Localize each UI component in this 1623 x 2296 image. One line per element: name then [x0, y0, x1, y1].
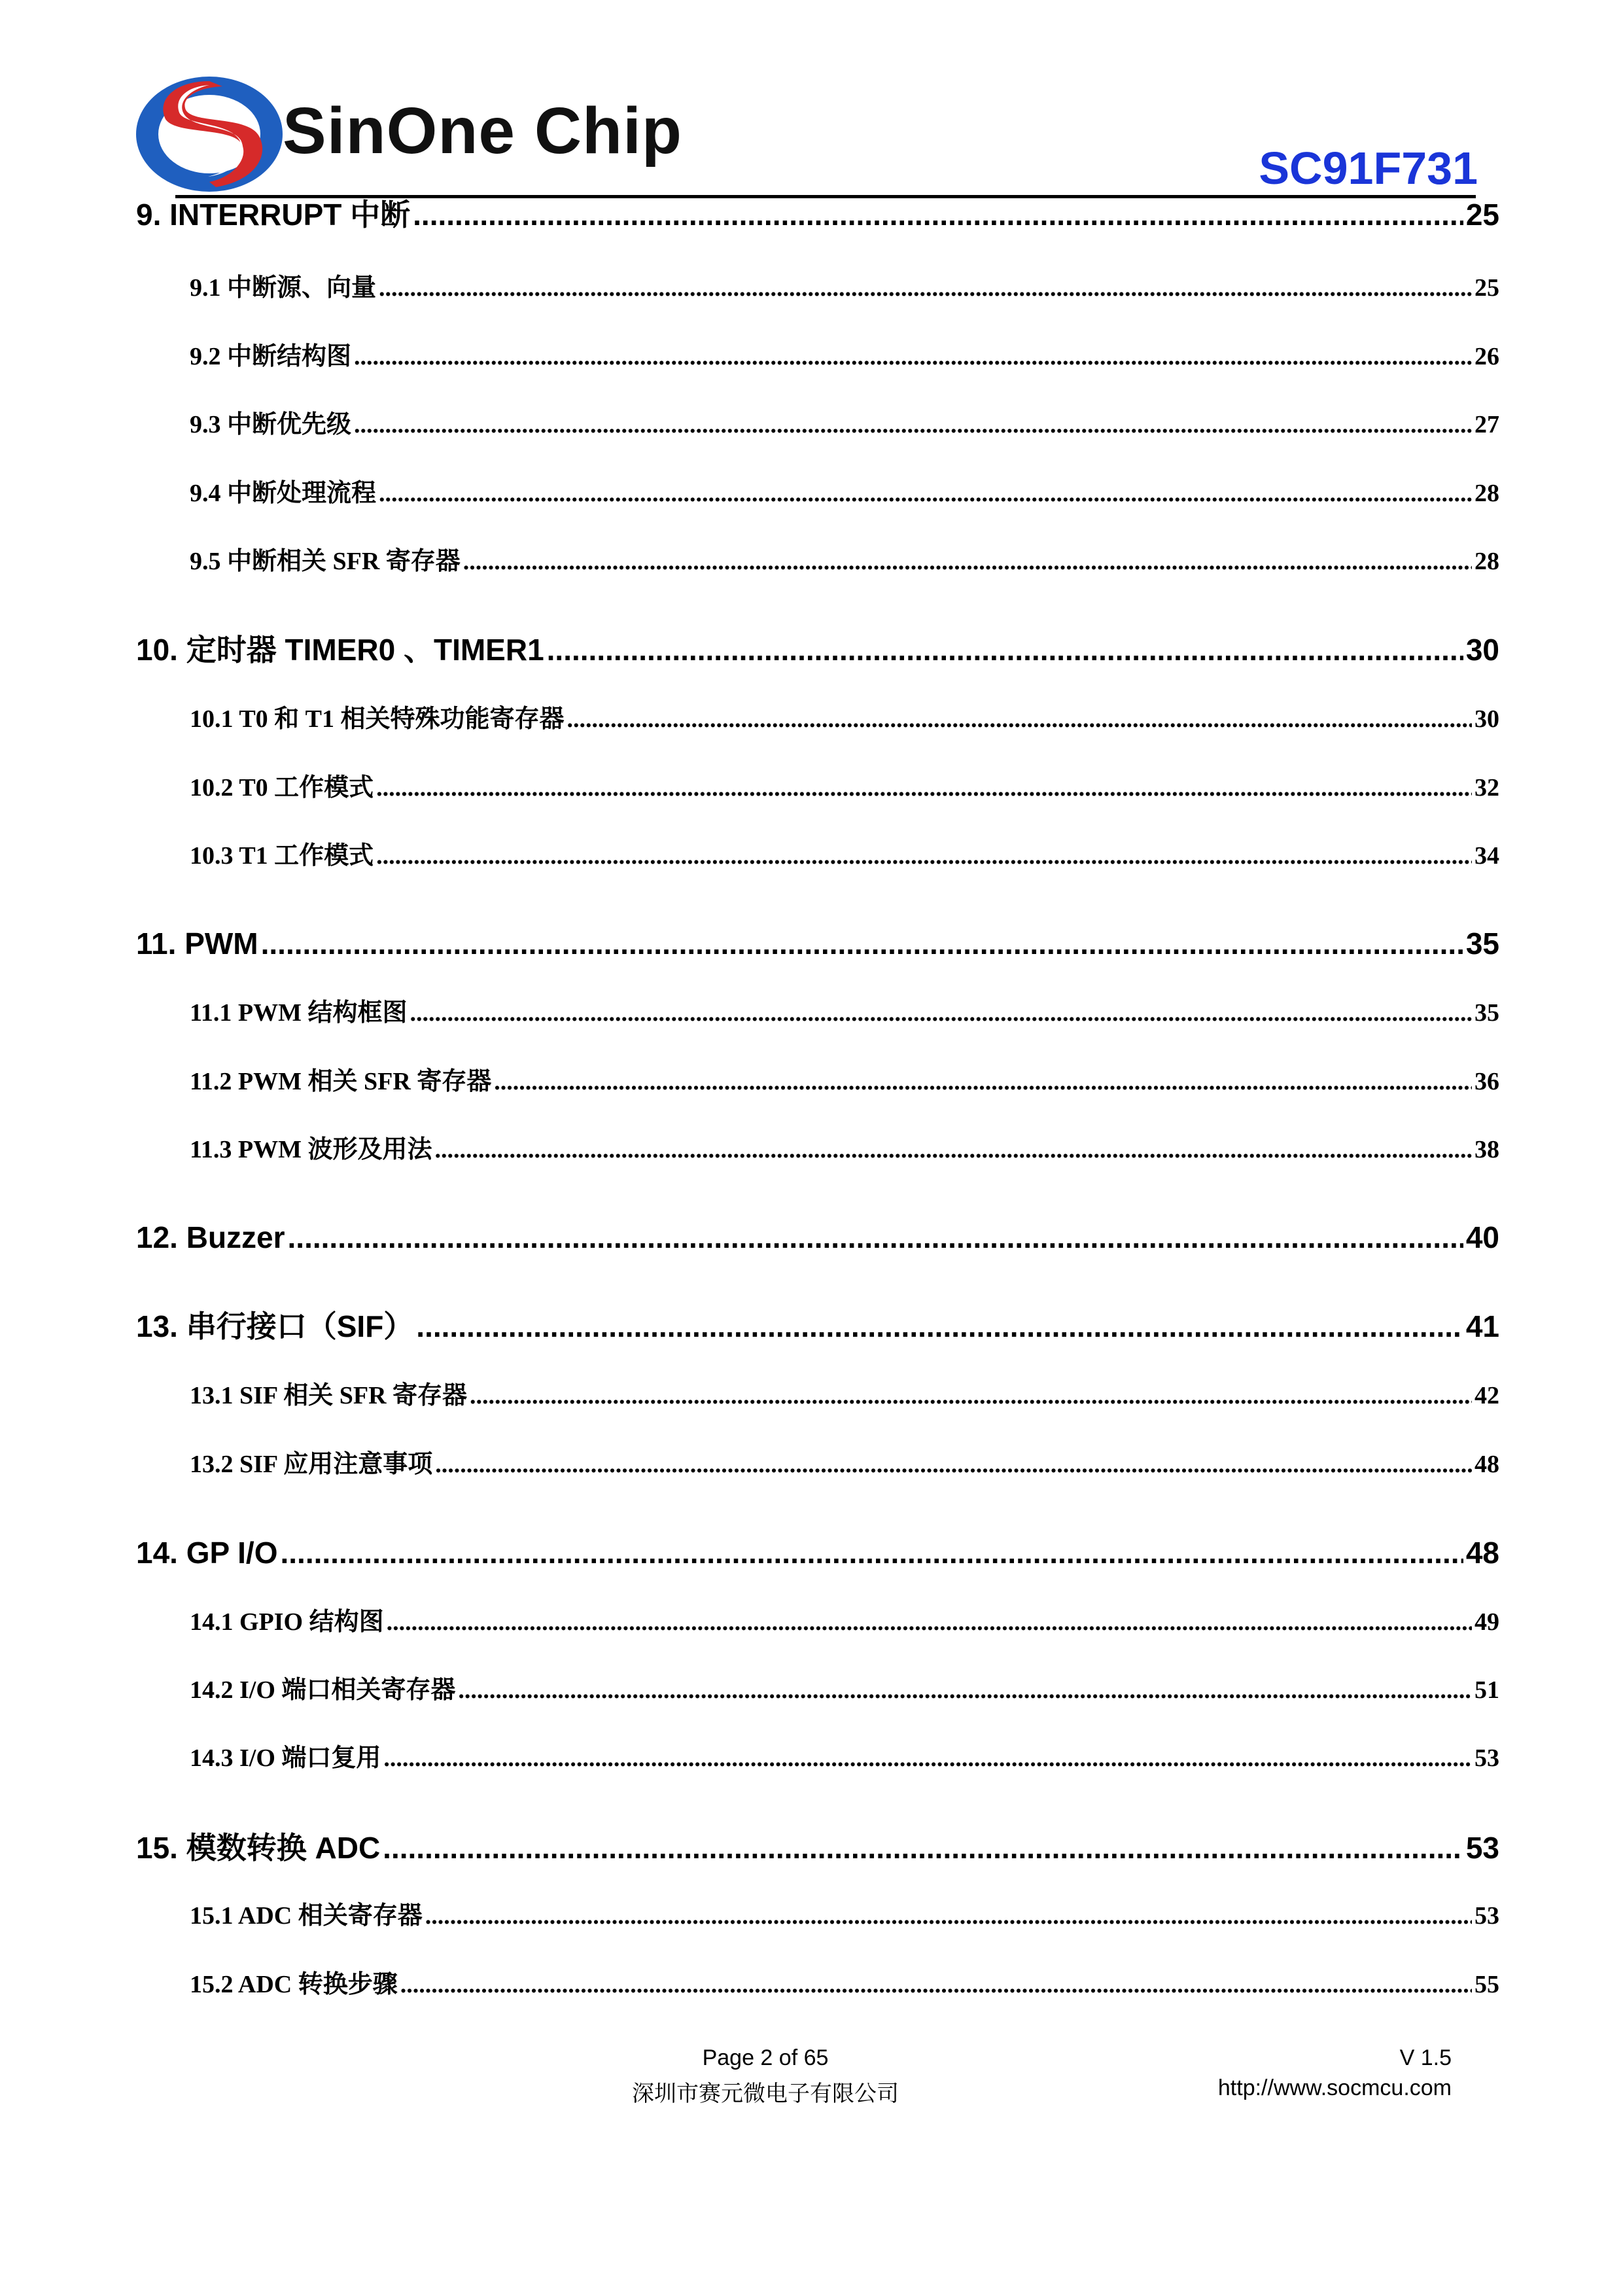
toc-entry-title: 13.2 SIF 应用注意事项 — [190, 1451, 433, 1478]
toc-chapter-entry[interactable] — [136, 631, 1499, 668]
toc-page-number: 53 — [1475, 1902, 1499, 1930]
toc-dot-leader — [463, 546, 1472, 577]
toc-section-entry[interactable] — [190, 997, 1499, 1029]
toc-dot-leader — [261, 925, 1463, 962]
toc-section-entry[interactable] — [190, 1380, 1499, 1411]
toc-entry-title: 15. 模数转换 ADC — [136, 1831, 381, 1865]
toc-entry-title: 13. 串行接口（SIF） — [136, 1309, 414, 1343]
toc-entry-title: 14.1 GPIO 结构图 — [190, 1608, 384, 1636]
toc-entry-title: 10. 定时器 TIMER0 、TIMER1 — [136, 633, 544, 667]
toc-section-entry[interactable] — [190, 1674, 1499, 1706]
toc-section-entry[interactable] — [190, 1969, 1499, 2000]
toc-entry-title: 11.1 PWM 结构框图 — [190, 999, 408, 1027]
toc-page-number: 55 — [1475, 1971, 1499, 1998]
toc-entry-title: 13.1 SIF 相关 SFR 寄存器 — [190, 1382, 468, 1409]
toc-entry-title: 14.2 I/O 端口相关寄存器 — [190, 1676, 456, 1704]
document-version: V 1.5 — [1399, 2045, 1452, 2070]
toc-dot-leader — [383, 1742, 1472, 1774]
page-number: Page 2 of 65 — [702, 2045, 829, 2070]
toc-entry-title: 9.5 中断相关 SFR 寄存器 — [190, 548, 461, 575]
toc-page-number: 34 — [1475, 842, 1499, 870]
toc-entry-title: 9.3 中断优先级 — [190, 411, 352, 438]
toc-dot-leader — [379, 272, 1472, 304]
toc-page-number: 25 — [1465, 198, 1499, 232]
toc-page-number: 32 — [1475, 774, 1499, 802]
toc-section-entry[interactable] — [190, 1134, 1499, 1165]
toc-page-number: 28 — [1475, 548, 1499, 575]
model-number: SC91F731 — [1259, 143, 1478, 194]
page-header — [0, 0, 1623, 203]
toc-section-entry[interactable] — [190, 1066, 1499, 1097]
toc-page-number: 40 — [1465, 1220, 1499, 1254]
toc-entry-title: 15.1 ADC 相关寄存器 — [190, 1902, 423, 1930]
toc-page-number: 51 — [1475, 1676, 1499, 1704]
toc-page-number: 53 — [1475, 1744, 1499, 1772]
toc-dot-leader — [413, 196, 1463, 233]
toc-page-number: 48 — [1465, 1536, 1499, 1570]
toc-chapter-entry[interactable] — [136, 196, 1499, 233]
toc-entry-title: 10.2 T0 工作模式 — [190, 774, 374, 802]
toc-dot-leader — [410, 997, 1472, 1029]
toc-page-number: 27 — [1475, 411, 1499, 438]
toc-entry-title: 10.1 T0 和 T1 相关特殊功能寄存器 — [190, 705, 565, 733]
toc-dot-leader — [470, 1380, 1472, 1411]
toc-dot-leader — [494, 1066, 1472, 1097]
toc-section-entry[interactable] — [190, 1900, 1499, 1932]
toc-dot-leader — [383, 1829, 1463, 1866]
toc-page-number: 28 — [1475, 480, 1499, 507]
toc-entry-title: 11. PWM — [136, 927, 258, 961]
toc-dot-leader — [547, 631, 1463, 668]
toc-chapter-entry[interactable] — [136, 925, 1499, 962]
toc-dot-leader — [379, 478, 1472, 509]
toc-dot-leader — [354, 409, 1472, 440]
toc-dot-leader — [280, 1534, 1463, 1571]
toc-page-number: 42 — [1475, 1382, 1499, 1409]
toc-section-entry[interactable] — [190, 409, 1499, 440]
company-url[interactable]: http://www.socmcu.com — [1217, 2075, 1452, 2100]
toc-entry-title: 9.4 中断处理流程 — [190, 480, 377, 507]
toc-entry-title: 9.2 中断结构图 — [190, 343, 352, 370]
toc-section-entry[interactable] — [190, 1606, 1499, 1638]
toc-dot-leader — [400, 1969, 1472, 2000]
toc-page-number: 53 — [1465, 1831, 1499, 1865]
toc-page-number: 26 — [1475, 343, 1499, 370]
toc-entry-title: 14. GP I/O — [136, 1536, 278, 1570]
toc-dot-leader — [567, 703, 1472, 735]
brand-name: SinOne Chip — [283, 94, 682, 168]
toc-dot-leader — [425, 1900, 1472, 1932]
toc-section-entry[interactable] — [190, 546, 1499, 577]
toc-dot-leader — [387, 1606, 1472, 1638]
toc-entry-title: 15.2 ADC 转换步骤 — [190, 1971, 398, 1998]
toc-page-number: 41 — [1465, 1309, 1499, 1343]
toc-section-entry[interactable] — [190, 272, 1499, 304]
toc-section-entry[interactable] — [190, 772, 1499, 804]
toc-dot-leader — [376, 772, 1472, 804]
toc-page-number: 30 — [1475, 705, 1499, 733]
sinone-logo-icon — [131, 72, 288, 196]
toc-page-number: 35 — [1465, 927, 1499, 961]
toc-dot-leader — [416, 1308, 1463, 1345]
toc-section-entry[interactable] — [190, 703, 1499, 735]
toc-dot-leader — [376, 840, 1472, 872]
toc-section-entry[interactable] — [190, 341, 1499, 372]
toc-chapter-entry[interactable] — [136, 1534, 1499, 1571]
toc-chapter-entry[interactable] — [136, 1829, 1499, 1866]
toc-page-number: 48 — [1475, 1451, 1499, 1478]
toc-dot-leader — [435, 1449, 1472, 1480]
toc-entry-title: 10.3 T1 工作模式 — [190, 842, 374, 870]
toc-entry-title: 14.3 I/O 端口复用 — [190, 1744, 381, 1772]
toc-entry-title: 11.3 PWM 波形及用法 — [190, 1136, 432, 1163]
toc-chapter-entry[interactable] — [136, 1308, 1499, 1345]
company-name: 深圳市赛元微电子有限公司 — [632, 2081, 899, 2107]
toc-page-number: 49 — [1475, 1608, 1499, 1636]
toc-entry-title: 12. Buzzer — [136, 1220, 285, 1254]
toc-entry-title: 9.1 中断源、向量 — [190, 274, 377, 302]
toc-section-entry[interactable] — [190, 840, 1499, 872]
toc-section-entry[interactable] — [190, 1449, 1499, 1480]
toc-chapter-entry[interactable] — [136, 1219, 1499, 1256]
toc-page-number: 35 — [1475, 999, 1499, 1027]
toc-section-entry[interactable] — [190, 1742, 1499, 1774]
toc-page-number: 38 — [1475, 1136, 1499, 1163]
toc-dot-leader — [354, 341, 1472, 372]
toc-entry-title: 11.2 PWM 相关 SFR 寄存器 — [190, 1068, 492, 1095]
toc-dot-leader — [434, 1134, 1472, 1165]
toc-dot-leader — [458, 1674, 1472, 1706]
toc-entry-title: 9. INTERRUPT 中断 — [136, 198, 411, 232]
toc-page-number: 25 — [1475, 274, 1499, 302]
toc-page-number: 30 — [1465, 633, 1499, 667]
toc-section-entry[interactable] — [190, 478, 1499, 509]
toc-dot-leader — [288, 1219, 1463, 1256]
toc-page-number: 36 — [1475, 1068, 1499, 1095]
